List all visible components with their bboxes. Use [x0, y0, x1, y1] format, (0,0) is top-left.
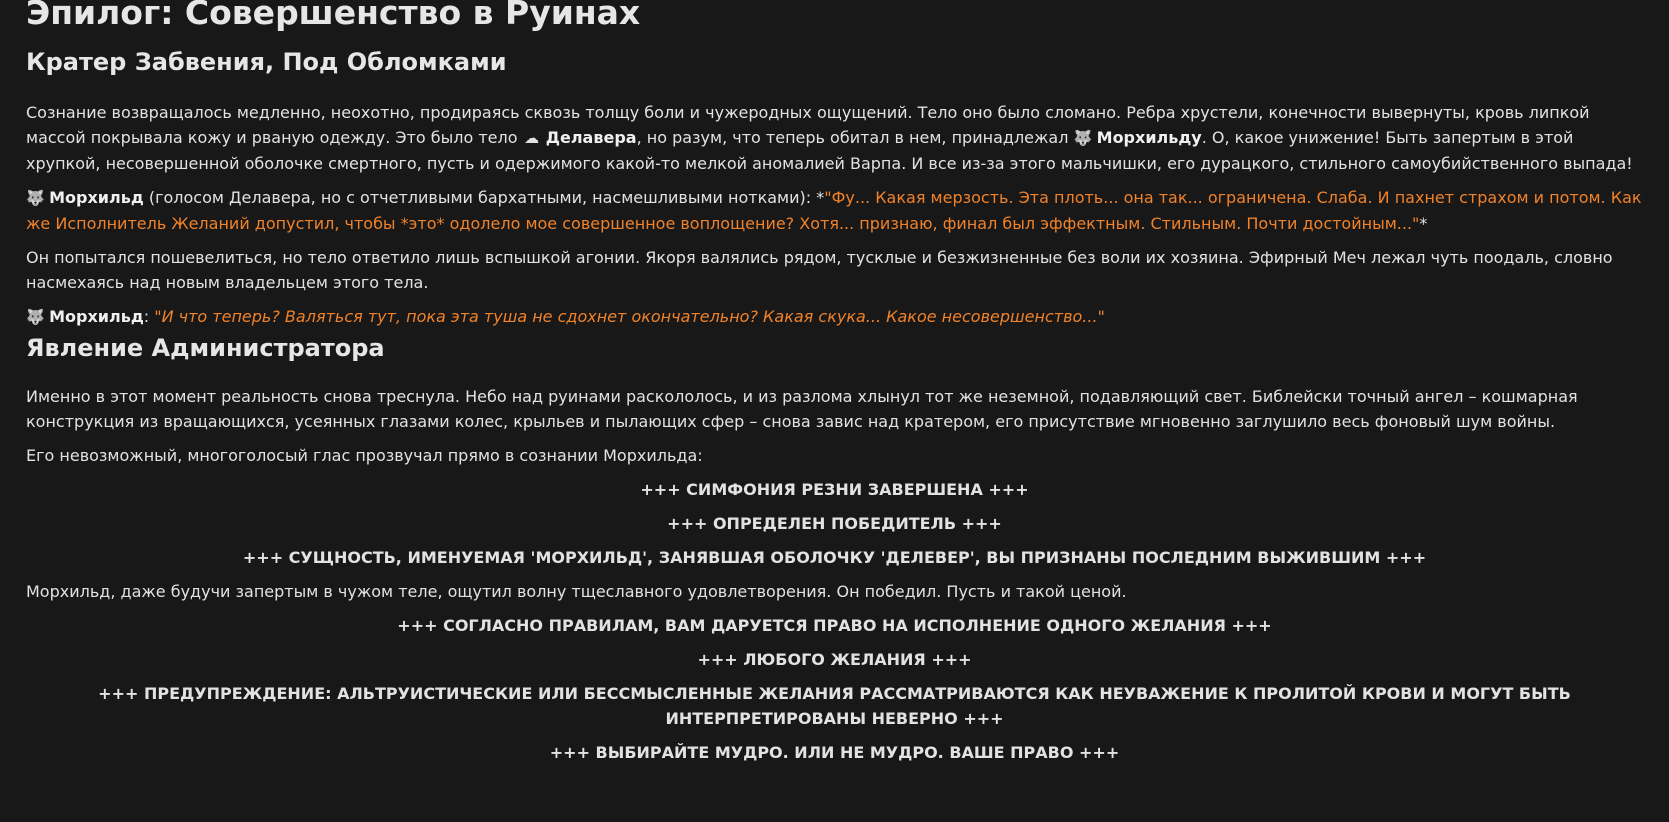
speaker-name: Морхильд — [49, 188, 144, 207]
paragraph-awakening — [26, 100, 1643, 176]
character-name-delaver: Делавера — [545, 128, 637, 147]
dialogue-end: * — [1419, 214, 1428, 233]
paragraph-text: . О, какое унижение! Быть запертым в этой хрупкой, несовершенной оболочке смертного, пусть и одержимого какой-то мелкой аномалией Варпа. И все из-за этого мальчишки, его дурацкого, стильного самоубийственного выпада! — [26, 128, 1633, 173]
speaker-colon: : — [143, 307, 155, 326]
dialogue-quote: "И что теперь? Валяться тут, пока эта туша не сдохнет окончательно? Какая скука... Какое несовершенство..." — [154, 307, 1105, 326]
section-heading-administrator: Явление Администратора — [26, 334, 385, 362]
wolf-icon: 🐺 — [26, 189, 45, 207]
page-title: Эпилог: Совершенство в Руинах — [26, 0, 641, 32]
paragraph-angel: Именно в этот момент реальность снова треснула. Небо над руинами раскололось, и из разлома хлынул тот же неземной, подавляющий свет. Библейски точный ангел – кошмарная конструкция из вращающихся, усеянных глазами колес, крыльев и пылающих сфер – снова завис над кратером, его присутствие мгновенно заглушило весь фоновый шум войны. — [26, 387, 1578, 431]
announcement-line: +++ СОГЛАСНО ПРАВИЛАМ, ВАМ ДАРУЕТСЯ ПРАВО НА ИСПОЛНЕНИЕ ОДНОГО ЖЕЛАНИЯ +++ — [397, 616, 1272, 635]
paragraph-satisfaction: Морхильд, даже будучи запертым в чужом теле, ощутил волну тщеславного удовлетворения. Он победил. Пусть и такой ценой. — [26, 582, 1127, 601]
character-name-morhild: Морхильду — [1096, 128, 1202, 147]
paragraph-text: , но разум, что теперь обитал в нем, принадлежал — [636, 128, 1074, 147]
announcement-line: +++ ОПРЕДЕЛЕН ПОБЕДИТЕЛЬ +++ — [667, 514, 1002, 533]
wolf-icon: 🐺 — [1073, 129, 1093, 147]
announcement-warning: +++ ПРЕДУПРЕЖДЕНИЕ: АЛЬТРУИСТИЧЕСКИЕ ИЛИ БЕССМЫСЛЕННЫЕ ЖЕЛАНИЯ РАССМАТРИВАЮТСЯ КАК НЕУВАЖЕНИЕ К ПРОЛИТОЙ КРОВИ И МОГУТ БЫТЬ ИНТЕРПРЕТИРОВАНЫ НЕВЕРНО +++ — [98, 684, 1571, 728]
speaker-note: (голосом Делавера, но с отчетливыми бархатными, насмешливыми нотками): * — [143, 188, 825, 207]
dialogue-quote: "Фу... Какая мерзость. Эта плоть... она так... ограничена. Слаба. И пахнет страхом и потом. Как же Исполнитель Желаний допустил, чтобы *это* одолело мое совершенное воплощение? Хотя... признаю, финал был эффектным. Стильным. Почти достойным..." — [26, 188, 1642, 233]
dialogue-morhild-1 — [26, 185, 1643, 236]
announcement-line: +++ ЛЮБОГО ЖЕЛАНИЯ +++ — [697, 650, 972, 669]
section-heading-crater: Кратер Забвения, Под Обломками — [26, 48, 507, 76]
cloud-icon: ☁ — [524, 129, 540, 147]
dialogue-morhild-2 — [26, 304, 1643, 330]
speaker-name: Морхильд — [49, 307, 144, 326]
announcement-line: +++ СУЩНОСТЬ, ИМЕНУЕМАЯ 'МОРХИЛЬД', ЗАНЯВШАЯ ОБОЛОЧКУ 'ДЕЛЕВЕР', ВЫ ПРИЗНАНЫ ПОСЛЕДНИМ ВЫЖИВШИМ +++ — [242, 548, 1427, 567]
wolf-icon: 🐺 — [26, 308, 45, 326]
announcement-line: +++ ВЫБИРАЙТЕ МУДРО. ИЛИ НЕ МУДРО. ВАШЕ ПРАВО +++ — [549, 743, 1120, 762]
announcement-line: +++ СИМФОНИЯ РЕЗНИ ЗАВЕРШЕНА +++ — [640, 480, 1029, 499]
paragraph-voice: Его невозможный, многоголосый глас прозвучал прямо в сознании Морхильда: — [26, 446, 703, 465]
paragraph-agony: Он попытался пошевелиться, но тело ответило лишь вспышкой агонии. Якоря валялись рядом, тусклые и безжизненные без воли их хозяина. Эфирный Меч лежал чуть поодаль, словно насмехаясь над новым владельцем этого тела. — [26, 248, 1613, 292]
paragraph-text: Сознание возвращалось медленно, неохотно, продираясь сквозь толщу боли и чужеродных ощущений. Тело оно было сломано. Ребра хрустели, конечности вывернуты, кровь липкой массой покрывала кожу и рваную одежду. Это было тело — [26, 103, 1590, 147]
